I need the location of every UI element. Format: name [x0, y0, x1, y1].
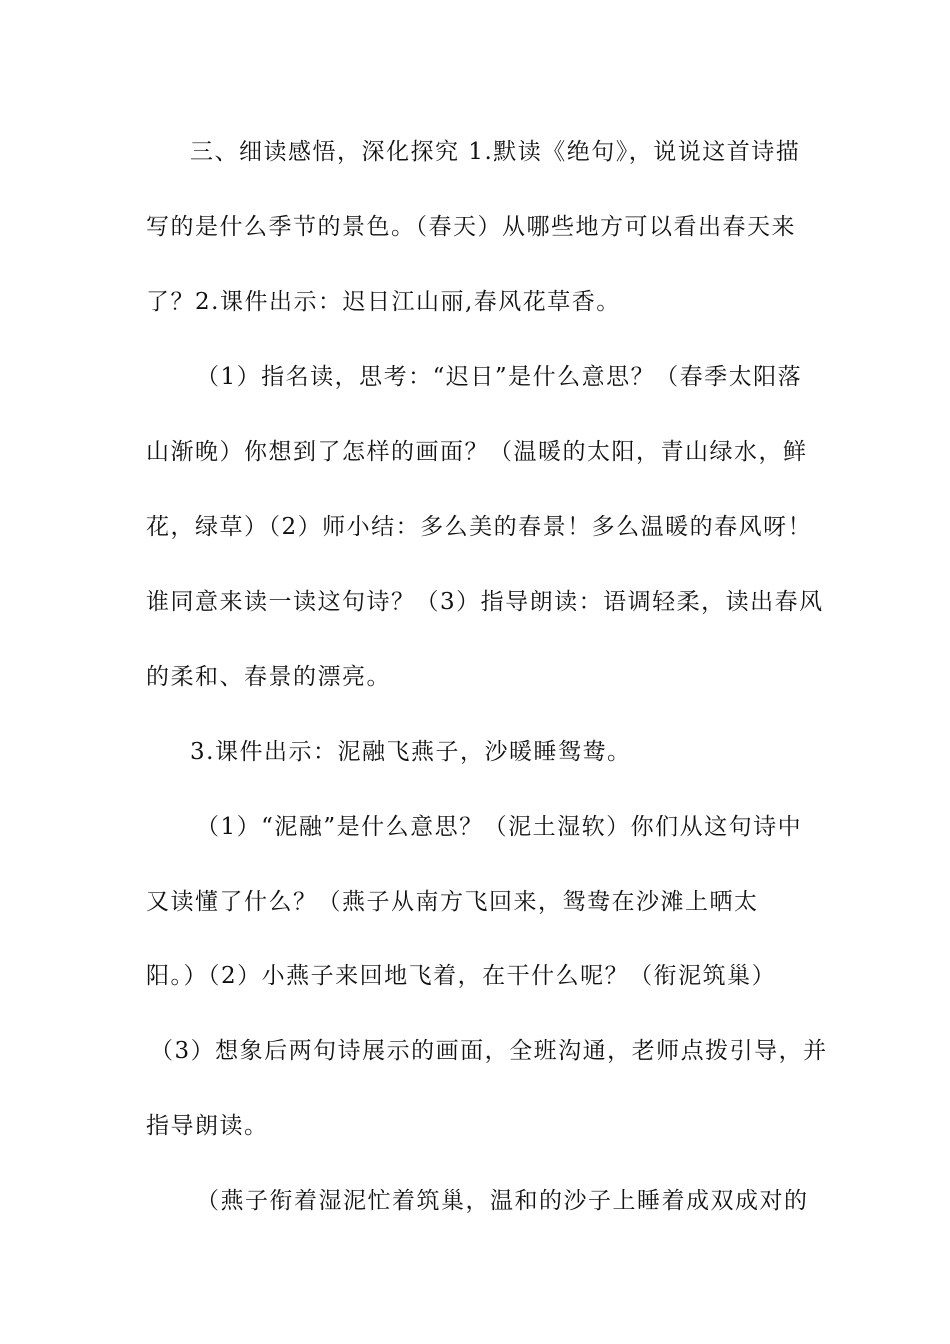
text-line-2: 写的是什么季节的景色。（春天）从哪些地方可以看出春天来	[146, 214, 796, 240]
text-line-11: 又读懂了什么？（燕子从南方飞回来，鸳鸯在沙滩上晒太	[146, 889, 759, 915]
text-line-6: 花，绿草）（2）师小结：多么美的春景！多么温暖的春风呀！	[146, 514, 813, 540]
text-line-12: 阳。）（2）小燕子来回地飞着，在干什么呢？（衔泥筑巢）	[146, 963, 777, 989]
text-line-10: （1）“泥融”是什么意思？（泥土湿软）你们从这句诗中	[196, 814, 803, 840]
text-line-4: （1）指名读，思考：“迟日”是什么意思？（春季太阳落	[196, 364, 803, 390]
text-line-8: 的柔和、春景的漂亮。	[146, 664, 391, 690]
text-line-9: 3.课件出示：泥融飞燕子，沙暖睡鸳鸯。	[190, 739, 632, 765]
text-line-5: 山渐晚）你想到了怎样的画面？（温暖的太阳，青山绿水，鲜	[146, 439, 808, 465]
text-line-15: （燕子衔着湿泥忙着筑巢，温和的沙子上睡着成双成对的	[196, 1188, 809, 1214]
text-line-7: 谁同意来读一读这句诗？（3）指导朗读：语调轻柔，读出春风	[146, 589, 824, 615]
text-line-1: 三、细读感悟，深化探究 1.默读《绝句》，说说这首诗描	[190, 139, 801, 165]
text-line-13: （3）想象后两句诗展示的画面，全班沟通，老师点拨引导，并	[150, 1038, 828, 1064]
text-line-14: 指导朗读。	[146, 1113, 269, 1139]
text-line-3: 了？2.课件出示：迟日江山丽,春风花草香。	[146, 289, 621, 315]
